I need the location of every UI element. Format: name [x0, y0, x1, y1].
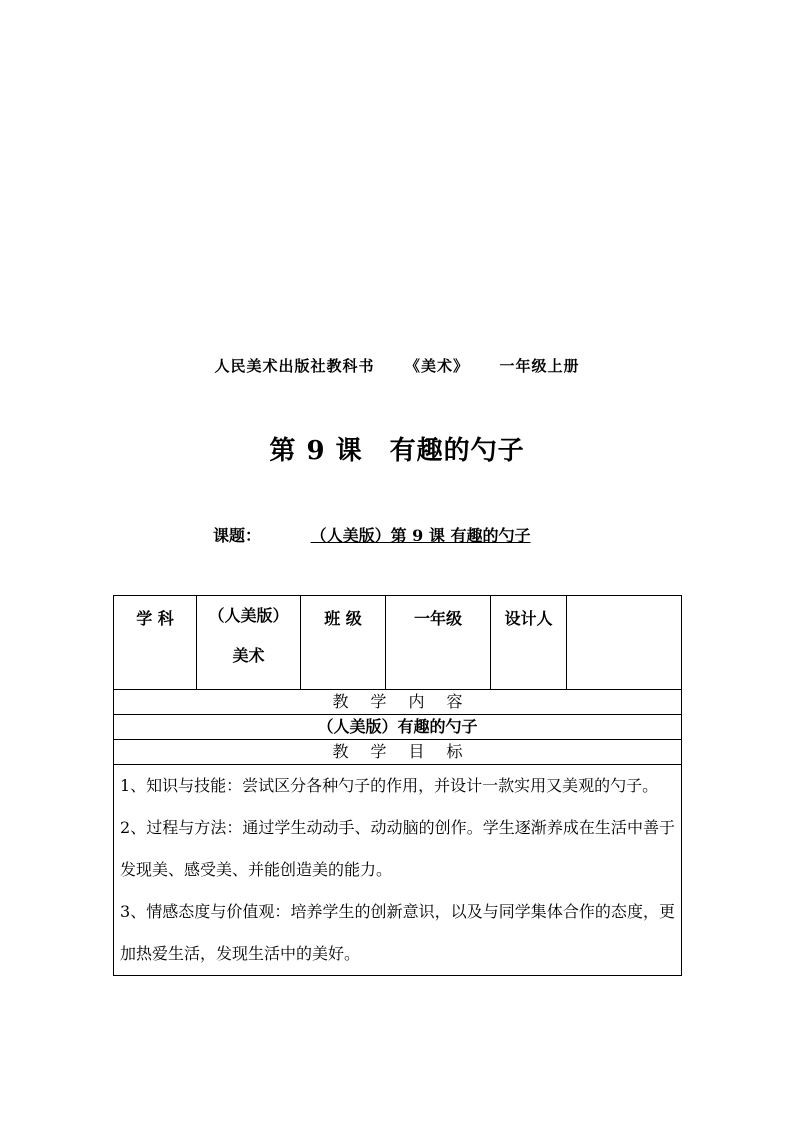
- content-header: 教学内容: [114, 690, 682, 715]
- designer-value: [567, 596, 682, 690]
- goals-cell: [114, 765, 682, 976]
- topic-label: 课题：: [213, 526, 262, 545]
- goal-attitude: 3、情感态度与价值观：培养学生的创新意识，以及与同学集体合作的态度，更加热爱生活，发现生活中的美好。: [120, 902, 675, 963]
- class-label: 班 级: [301, 596, 386, 690]
- book-title-text: 《美术》: [404, 357, 469, 375]
- content-value-row: [114, 715, 682, 740]
- goals-header: 教学目标: [114, 740, 682, 765]
- publisher-text: 人民美术出版社教科书: [214, 357, 375, 375]
- goals-row: [114, 765, 682, 976]
- lesson-title: 第 9 课 有趣的勺子: [269, 436, 525, 466]
- topic-value: （人美版）第 9 课 有趣的勺子: [310, 526, 531, 545]
- lesson-plan-table: [113, 595, 682, 976]
- goals-header-row: [114, 740, 682, 765]
- goal-knowledge: 1、知识与技能：尝试区分各种勺子的作用，并设计一款实用又美观的勺子。: [120, 776, 659, 795]
- class-value: 一年级: [386, 596, 491, 690]
- subject-value-line2: 美术: [232, 646, 265, 665]
- textbook-header: [0, 355, 794, 376]
- info-row: [114, 596, 682, 690]
- content-header-row: [114, 690, 682, 715]
- topic-line: [213, 523, 534, 546]
- subject-value: [197, 596, 301, 690]
- grade-volume-text: 一年级上册: [499, 357, 580, 375]
- subject-value-line1: （人美版）: [208, 606, 289, 625]
- content-value: （人美版）有趣的勺子: [114, 715, 682, 740]
- designer-label: 设计人: [491, 596, 567, 690]
- subject-label: 学 科: [114, 596, 197, 690]
- goal-process: 2、过程与方法：通过学生动动手、动动脑的创作。学生逐渐养成在生活中善于发现美、感受美、并能创造美的能力。: [120, 818, 675, 879]
